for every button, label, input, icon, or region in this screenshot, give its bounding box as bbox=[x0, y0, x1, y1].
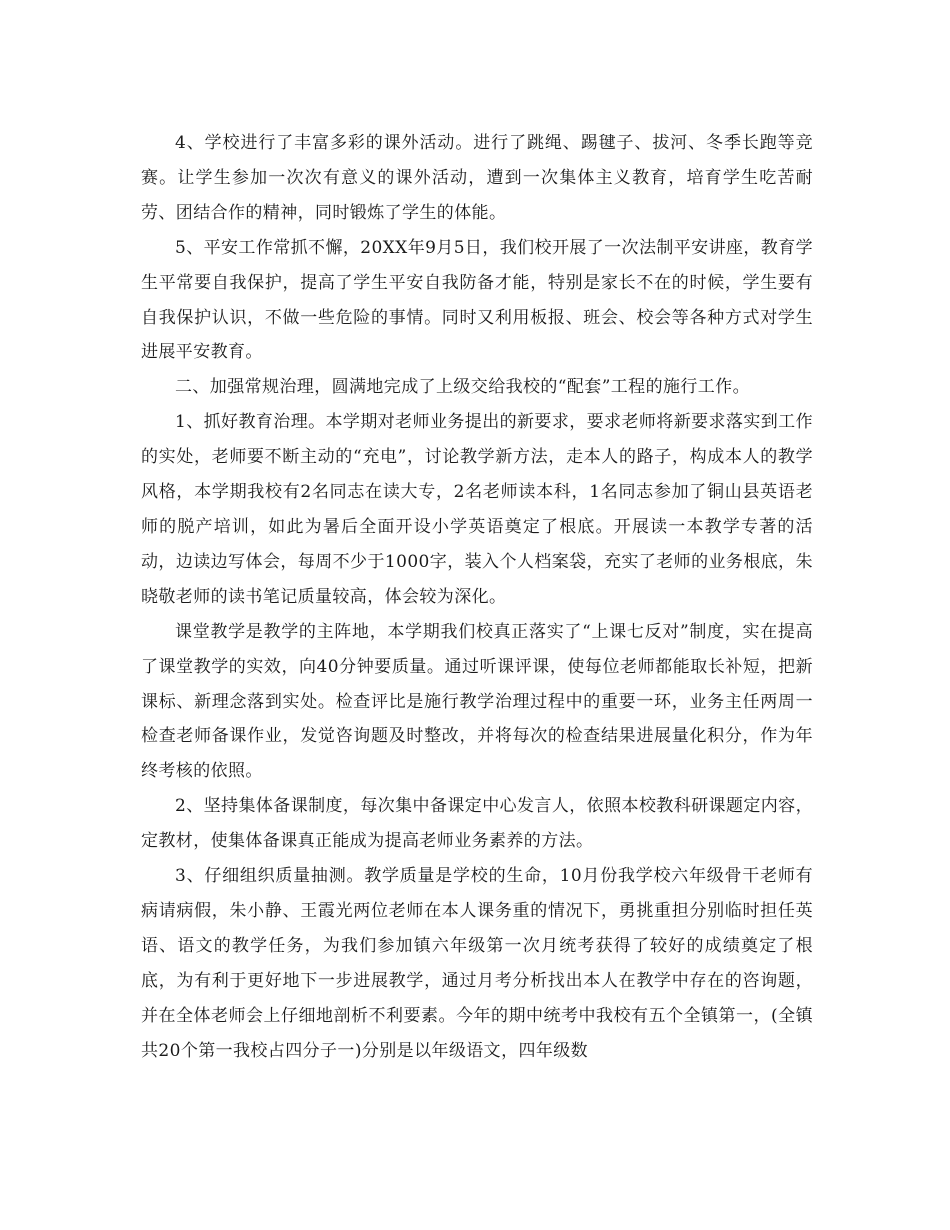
paragraph-collective-lesson-prep: 2、坚持集体备课制度，每次集中备课定中心发言人，依照本校教科研课题定内容，定教材，使集体备课真正能成为提高老师业务素养的方法。 bbox=[141, 796, 813, 852]
paragraph-quality-testing: 3、仔细组织质量抽测。教学质量是学校的生命，10月份我学校六年级骨干老师有病请病假，朱小静、王霞光两位老师在本人课务重的情况下，勇挑重担分别临时担任英语、语文的教学任务，为我们参加镇六年级第一次月统考获得了较好的成绩奠定了根底，为有利于更好地下一步进展教学，通过月考分析找出本人在教学中存在的咨询题，并在全体老师会上仔细地剖析不利要素。今年的期中统考中我校有五个全镇第一，(全镇共20个第一我校占四分子一)分别是以年级语文，四年级数 bbox=[141, 866, 813, 1061]
section-heading-routine-management: 二、加强常规治理，圆满地完成了上级交给我校的“配套”工程的施行工作。 bbox=[175, 377, 750, 398]
document-body bbox=[141, 126, 813, 1068]
paragraph-teaching-management: 1、抓好教育治理。本学期对老师业务提出的新要求，要求老师将新要求落实到工作的实处，老师要不断主动的“充电”，讨论教学新方法，走本人的路子，构成本人的教学风格，本学期我校有2名同志在读大专，2名老师读本科，1名同志参加了铜山县英语老师的脱产培训，如此为暑后全面开设小学英语奠定了根底。开展读一本教学专著的活动，边读边写体会，每周不少于1000字，装入个人档案袋，充实了老师的业务根底，朱晓敬老师的读书笔记质量较高，体会较为深化。 bbox=[141, 412, 813, 607]
paragraph-classroom-teaching: 课堂教学是教学的主阵地，本学期我们校真正落实了“上课七反对”制度，实在提高了课堂教学的实效，向40分钟要质量。通过听课评课，使每位老师都能取长补短，把新课标、新理念落到实处。检查评比是施行教学治理过程中的重要一环，业务主任两周一检查老师备课作业，发觉咨询题及时整改，并将每次的检查结果进展量化积分，作为年终考核的依照。 bbox=[141, 621, 813, 782]
paragraph-safety: 5、平安工作常抓不懈，20XX年9月5日，我们校开展了一次法制平安讲座，教育学生平常要自我保护，提高了学生平安自我防备才能，特别是家长不在的时候，学生要有自我保护认识，不做一些危险的事情。同时又利用板报、班会、校会等各种方式对学生进展平安教育。 bbox=[141, 237, 813, 363]
paragraph-activities: 4、学校进行了丰富多彩的课外活动。进行了跳绳、踢毽子、拔河、冬季长跑等竞赛。让学生参加一次次有意义的课外活动，遭到一次集体主义教育，培育学生吃苦耐劳、团结合作的精神，同时锻炼了学生的体能。 bbox=[141, 133, 813, 223]
